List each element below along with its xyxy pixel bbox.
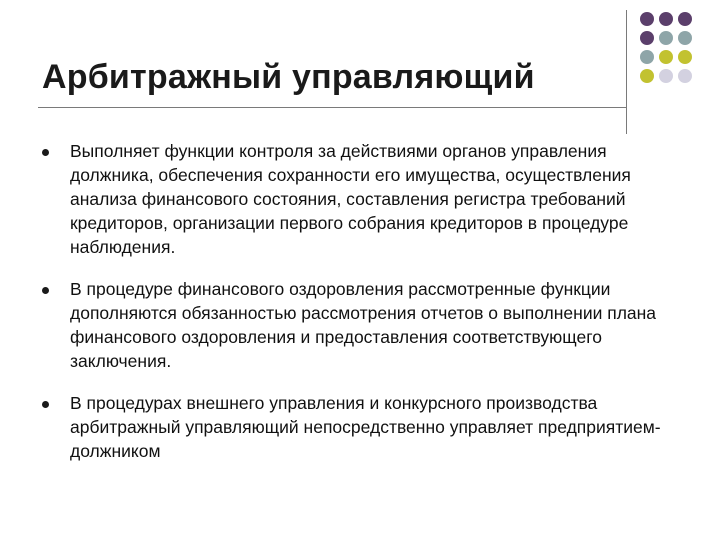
decorative-dot: [678, 69, 692, 83]
decorative-dot: [678, 50, 692, 64]
decorative-dot-grid: [640, 12, 712, 116]
title-underline: [38, 107, 626, 108]
decorative-dot: [659, 69, 673, 83]
bullet-text: Выполняет функции контроля за действиями органов управления должника, обеспечения сохранности его имущества, осуществления анализа финансового состояния, составления регистра требований кредиторов, организации первого собрания кредиторов в процедуре наблюдения.: [70, 141, 631, 257]
bullet-text: В процедурах внешнего управления и конкурсного производства арбитражный управляющий непосредственно управляет предприятием-должником: [70, 393, 661, 461]
bullet-item: [42, 391, 687, 463]
decorative-dot: [640, 31, 654, 45]
decorative-dot: [640, 12, 654, 26]
bullet-text: В процедуре финансового оздоровления рассмотренные функции дополняются обязанностью рассмотрения отчетов о выполнении плана финансового оздоровления и предоставления соответствующего заключения.: [70, 279, 657, 371]
bullet-dot-icon: [42, 401, 49, 408]
bullet-list: [42, 139, 687, 481]
vertical-divider: [626, 10, 627, 134]
bullet-item: [42, 277, 687, 373]
decorative-dot: [659, 12, 673, 26]
bullet-item: [42, 139, 687, 259]
bullet-dot-icon: [42, 287, 49, 294]
bullet-dot-icon: [42, 149, 49, 156]
decorative-dot: [678, 12, 692, 26]
decorative-dot: [678, 31, 692, 45]
decorative-dot: [659, 50, 673, 64]
decorative-dot: [640, 50, 654, 64]
decorative-dot: [659, 31, 673, 45]
decorative-dot: [640, 69, 654, 83]
slide-title: Арбитражный управляющий: [42, 58, 535, 96]
